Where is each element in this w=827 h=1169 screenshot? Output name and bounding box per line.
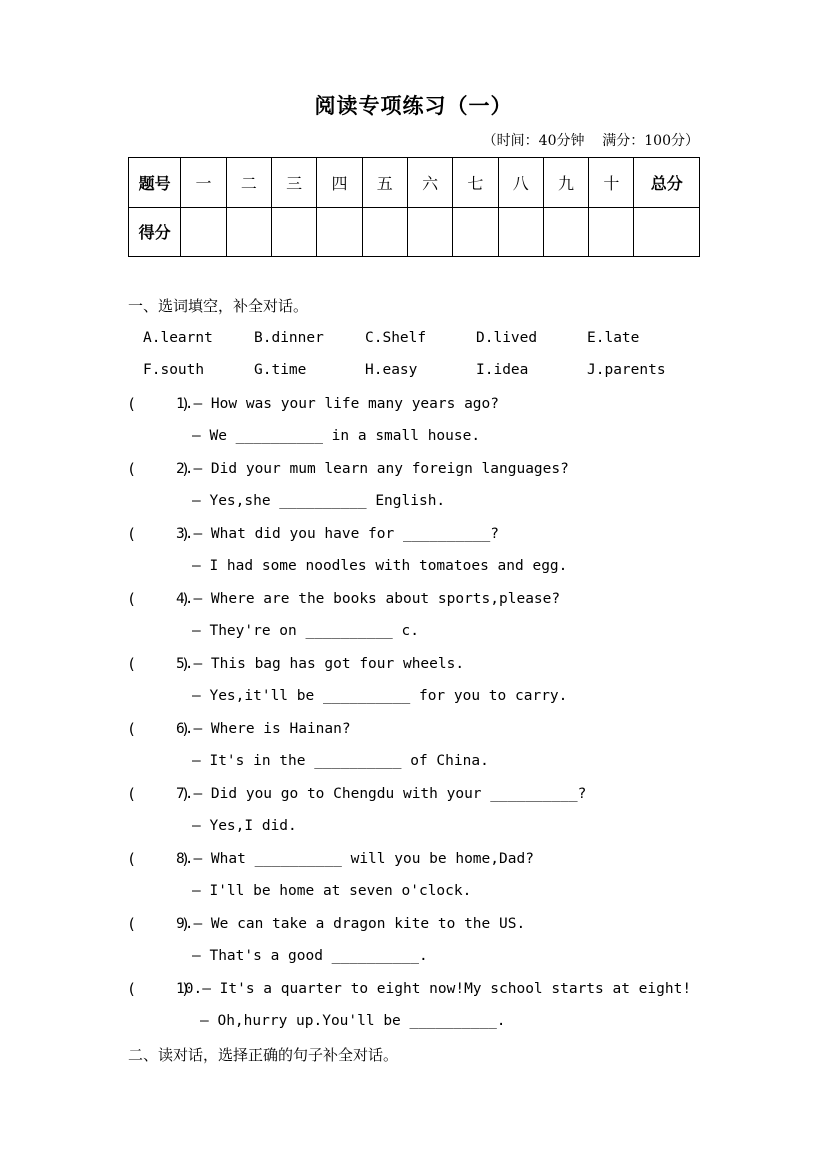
answer-parentheses: ( ) [127, 460, 191, 478]
column-header-cell: 六 [407, 158, 452, 208]
score-table [128, 157, 700, 257]
response-line: — Yes,it'll be __________ for you to carry. [192, 688, 568, 704]
section1-heading: 一、选词填空，补全对话。 [128, 297, 309, 315]
answer-parentheses: ( ) [127, 395, 191, 413]
word-option: F.south [143, 362, 205, 378]
column-header-cell: 七 [453, 158, 498, 208]
response-line: — Yes,she __________ English. [192, 493, 446, 509]
column-header-cell: 二 [226, 158, 271, 208]
score-cell [453, 207, 498, 257]
score-cell [498, 207, 543, 257]
score-cell [181, 207, 226, 257]
question-line: 4.— Where are the books about sports,please? [176, 591, 561, 607]
score-cell [317, 207, 362, 257]
question-line: 3.— What did you have for __________? [176, 526, 500, 542]
question-line: 10.— It's a quarter to eight now!My school starts at eight! [176, 981, 692, 997]
answer-parentheses: ( ) [127, 655, 191, 673]
column-header-cell: 一 [181, 158, 226, 208]
column-header-cell: 三 [271, 158, 316, 208]
word-option: B.dinner [254, 330, 324, 346]
score-cell [634, 207, 700, 257]
question-line: 9.— We can take a dragon kite to the US. [176, 916, 526, 932]
word-option: H.easy [365, 362, 418, 378]
page-title: 阅读专项练习（一） [314, 93, 513, 118]
word-option: D.lived [476, 330, 538, 346]
score-cell [589, 207, 634, 257]
column-header-cell: 四 [317, 158, 362, 208]
response-line: — They're on __________ c. [192, 623, 419, 639]
response-line: — Oh,hurry up.You'll be __________. [200, 1013, 506, 1029]
word-option: J.parents [587, 362, 666, 378]
column-header-cell: 九 [543, 158, 588, 208]
response-line: — I'll be home at seven o'clock. [192, 883, 472, 899]
word-options-row [143, 330, 703, 346]
word-option: C.Shelf [365, 330, 427, 346]
score-cell [407, 207, 452, 257]
score-cell [543, 207, 588, 257]
score-cell [271, 207, 316, 257]
word-option: I.idea [476, 362, 529, 378]
response-line: — I had some noodles with tomatoes and egg. [192, 558, 568, 574]
score-label-cell: 得分 [129, 207, 181, 257]
question-line: 1.— How was your life many years ago? [176, 396, 500, 412]
response-line: — That's a good __________. [192, 948, 428, 964]
total-header-cell: 总分 [634, 158, 700, 208]
word-option: G.time [254, 362, 307, 378]
response-line: — It's in the __________ of China. [192, 753, 489, 769]
answer-parentheses: ( ) [127, 590, 191, 608]
question-line: 5.— This bag has got four wheels. [176, 656, 465, 672]
question-line: 7.— Did you go to Chengdu with your __________? [176, 786, 587, 802]
column-header-cell: 十 [589, 158, 634, 208]
answer-parentheses: ( ) [127, 980, 191, 998]
score-table-score-row [129, 207, 700, 257]
column-header-cell: 八 [498, 158, 543, 208]
response-line: — Yes,I did. [192, 818, 297, 834]
header-label-cell: 题号 [129, 158, 181, 208]
answer-parentheses: ( ) [127, 720, 191, 738]
score-cell [226, 207, 271, 257]
score-cell [362, 207, 407, 257]
word-options-row [143, 362, 703, 378]
answer-parentheses: ( ) [127, 915, 191, 933]
word-option: A.learnt [143, 330, 213, 346]
answer-parentheses: ( ) [127, 785, 191, 803]
word-option: E.late [587, 330, 640, 346]
score-table-header-row [129, 158, 700, 208]
column-header-cell: 五 [362, 158, 407, 208]
question-line: 2.— Did your mum learn any foreign languages? [176, 461, 569, 477]
section2-heading: 二、读对话，选择正确的句子补全对话。 [128, 1046, 399, 1064]
time-score-info: （时间：40分钟 满分：100分） [482, 133, 699, 149]
answer-parentheses: ( ) [127, 850, 191, 868]
response-line: — We __________ in a small house. [192, 428, 481, 444]
question-line: 6.— Where is Hainan? [176, 721, 351, 737]
question-line: 8.— What __________ will you be home,Dad? [176, 851, 534, 867]
answer-parentheses: ( ) [127, 525, 191, 543]
